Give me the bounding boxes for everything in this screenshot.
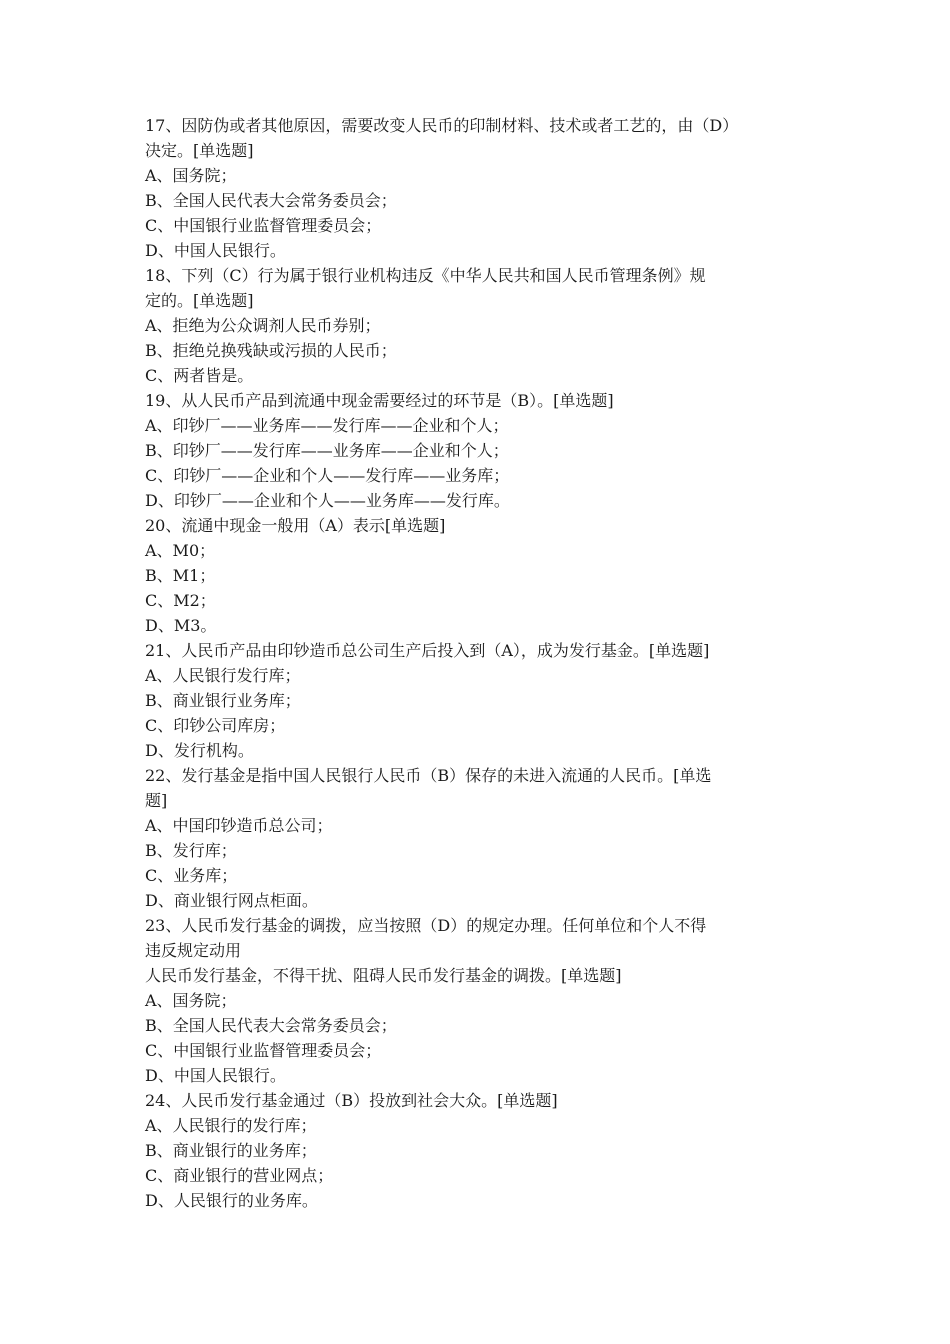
q18-question-line-1: 18、下列（C）行为属于银行业机构违反《中华人民共和国人民币管理条例》规: [145, 266, 706, 285]
q19-option-a: A、印钞厂——业务库——发行库——企业和个人；: [145, 416, 509, 435]
q20-option-d: D、M3。: [145, 616, 217, 635]
q19-option-c: C、印钞厂——企业和个人——发行库——业务库；: [145, 466, 510, 485]
q19-option-b: B、印钞厂——发行库——业务库——企业和个人；: [145, 441, 509, 460]
q21-question: 21、人民币产品由印钞造币总公司生产后投入到（A），成为发行基金。[单选题]: [145, 641, 710, 660]
q20-option-a: A、M0；: [145, 541, 216, 560]
q22-question-line-1: 22、发行基金是指中国人民银行人民币（B）保存的未进入流通的人民币。[单选: [145, 766, 712, 785]
q18-question-line-2: 定的。[单选题]: [145, 291, 254, 310]
q17-option-a: A、国务院；: [145, 166, 237, 185]
q18-option-a: A、拒绝为公众调剂人民币券别；: [145, 316, 381, 335]
q19-option-d: D、印钞厂——企业和个人——业务库——发行库。: [145, 491, 510, 510]
q24-option-c: C、商业银行的营业网点；: [145, 1166, 334, 1185]
q20-option-c: C、M2；: [145, 591, 216, 610]
q20-question: 20、流通中现金一般用（A）表示[单选题]: [145, 516, 446, 535]
q17-question-line-2: 决定。[单选题]: [145, 141, 254, 160]
q22-option-d: D、商业银行网点柜面。: [145, 891, 318, 910]
q24-option-a: A、人民银行的发行库；: [145, 1116, 317, 1135]
q18-option-c: C、两者皆是。: [145, 366, 254, 385]
q21-option-d: D、发行机构。: [145, 741, 254, 760]
q23-option-d: D、中国人民银行。: [145, 1066, 286, 1085]
q20-option-b: B、M1；: [145, 566, 216, 585]
q23-question-line-2: 违反规定动用: [145, 941, 242, 960]
q23-option-c: C、中国银行业监督管理委员会；: [145, 1041, 382, 1060]
q17-option-b: B、全国人民代表大会常务委员会；: [145, 191, 397, 210]
q17-option-c: C、中国银行业监督管理委员会；: [145, 216, 382, 235]
q24-question: 24、人民币发行基金通过（B）投放到社会大众。[单选题]: [145, 1091, 558, 1110]
q22-option-a: A、中国印钞造币总公司；: [145, 816, 333, 835]
q22-question-line-2: 题]: [145, 791, 168, 810]
q21-option-b: B、商业银行业务库；: [145, 691, 301, 710]
q23-option-b: B、全国人民代表大会常务委员会；: [145, 1016, 397, 1035]
q19-question: 19、从人民币产品到流通中现金需要经过的环节是（B）。[单选题]: [145, 391, 614, 410]
q23-question-line-1: 23、人民币发行基金的调拨，应当按照（D）的规定办理。任何单位和个人不得: [145, 916, 707, 935]
q22-option-b: B、发行库；: [145, 841, 237, 860]
q17-question-line-1: 17、因防伪或者其他原因，需要改变人民币的印制材料、技术或者工艺的，由（D）: [145, 116, 739, 135]
document-body: [145, 113, 810, 1213]
q24-option-b: B、商业银行的业务库；: [145, 1141, 317, 1160]
q23-option-a: A、国务院；: [145, 991, 237, 1010]
q17-option-d: D、中国人民银行。: [145, 241, 286, 260]
q21-option-a: A、人民银行发行库；: [145, 666, 301, 685]
q18-option-b: B、拒绝兑换残缺或污损的人民币；: [145, 341, 397, 360]
q22-option-c: C、业务库；: [145, 866, 238, 885]
q23-question-line-3: 人民币发行基金，不得干扰、阻碍人民币发行基金的调拨。[单选题]: [145, 966, 622, 985]
q21-option-c: C、印钞公司库房；: [145, 716, 286, 735]
q24-option-d: D、人民银行的业务库。: [145, 1191, 318, 1210]
